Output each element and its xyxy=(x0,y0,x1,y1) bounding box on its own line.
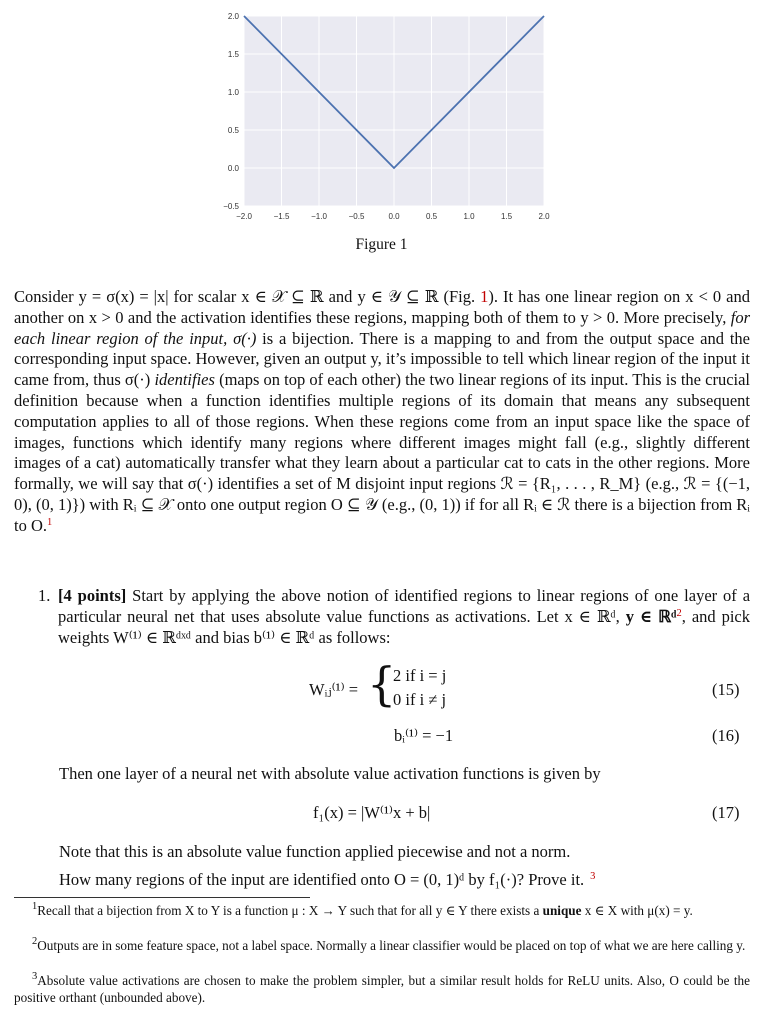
ask-line: How many regions of the input are identified onto O = (0, 1)ᵈ by f₁(·)? Prove it. xyxy=(59,870,585,889)
figure-ref-link[interactable]: 1 xyxy=(480,287,489,306)
question-line: layer of a particular neural net that uses absolute value functions as activations. Let x ∈ ℝᵈ, xyxy=(58,586,751,626)
footnote-line: Absolute value activations are chosen to make the problem simpler, but a similar result holds for ReLU units. xyxy=(37,973,634,988)
x-tick-label: −1.5 xyxy=(273,212,290,221)
y-tick-label: 0.5 xyxy=(227,126,239,135)
para-line: More formally, we will say that σ(·) identifies a set of M disjoint input regions ℛ = {R₁, . . . , R_M} xyxy=(14,453,751,494)
footnote-3-mark: 3 xyxy=(32,971,38,982)
footnote-line: we are here calling y. xyxy=(633,938,746,953)
definition-paragraph xyxy=(14,287,750,537)
y-tick-label: 1.5 xyxy=(227,50,239,59)
para-line: y > 0. More precisely, xyxy=(580,307,731,327)
footnote-ref-2[interactable]: 2 xyxy=(676,607,682,619)
eq15-number: (15) xyxy=(712,680,740,699)
para-line: which identify many regions where different images might fall (e.g., slightly different images of a xyxy=(14,432,750,473)
eq15-brace: { xyxy=(367,657,397,711)
y-tick-label: 0.0 xyxy=(227,164,239,173)
eq17: f₁(x) = |W⁽¹⁾x + b| xyxy=(313,803,431,822)
footnote-line: Also, O could be the positive orthant (unbounded above). xyxy=(14,973,751,1005)
footnote-line: with μ(x) = y. xyxy=(620,903,693,918)
para-line: to and from the output space and the corresponding input space. However, given an output y, it’s xyxy=(14,328,750,369)
x-tick-label: 2.0 xyxy=(538,212,550,221)
footnote-2 xyxy=(14,938,750,955)
y-tick-label: −0.5 xyxy=(223,202,239,211)
eq16: bᵢ⁽¹⁾ = −1 xyxy=(394,726,454,745)
eq17-number: (17) xyxy=(712,803,740,822)
note-text: Note that this is an absolute value function applied piecewise and not a norm. xyxy=(59,842,571,861)
para-line: those regions. When these regions come from an input space like the space of images, functions xyxy=(14,411,751,452)
para-line: (e.g., ℛ = {(−1, 0), (0, 1)}) with Rᵢ ⊆ 𝒳 onto one output region O ⊆ 𝒴 (e.g., (0, 1)) if for all xyxy=(14,474,750,514)
footnote-rule xyxy=(14,897,310,898)
y-tick-label: 1.0 xyxy=(227,88,239,97)
footnote-1-mark: 1 xyxy=(32,901,38,912)
para-line: x < 0 and another on x > 0 and the activation identifies these regions, mapping both of them to xyxy=(14,287,750,327)
para-line: identifies multiple regions of its domain that means any subsequent computation applies to all of xyxy=(14,390,750,431)
x-tick-label: −1.0 xyxy=(311,212,327,221)
question-line: Start by applying the above notion of identified regions to linear regions of one xyxy=(126,586,679,605)
x-tick-label: −0.5 xyxy=(348,212,365,221)
eq15-case1: 2 if i = j xyxy=(393,666,447,685)
para-line: (maps on top of xyxy=(214,370,324,390)
question-line: y ∈ ℝᵈ xyxy=(625,606,677,626)
footnote-bold: unique xyxy=(542,903,582,918)
para-line: cat) automatically transfer what they learn about a particular cat to cats in the other regions. xyxy=(95,453,710,473)
para-emph: for each linear region of the input, σ(·) xyxy=(14,307,751,348)
x-tick-label: −2.0 xyxy=(236,212,252,221)
ask-text xyxy=(59,870,595,890)
footnote-ref-1[interactable]: 1 xyxy=(47,516,53,528)
footnote-line: x ∈ X xyxy=(581,903,618,918)
footnote-ref-3[interactable]: 3 xyxy=(590,871,596,882)
footnote-line: Recall that a bijection from X to Y is a function μ : X → Y such that for all y ∈ Y there exists a xyxy=(37,903,543,918)
para-line: each other) the two linear regions of its input. This is the crucial definition because when a function xyxy=(14,370,751,410)
eq15-case2: 0 if i ≠ j xyxy=(393,690,447,709)
question-points: [4 points] xyxy=(58,586,127,605)
x-tick-label: 0.0 xyxy=(388,212,400,221)
footnote-line: Outputs are in some feature space, not a label space. Normally a linear classifier would be placed on top of what xyxy=(37,938,630,953)
eq16-number: (16) xyxy=(712,726,740,745)
then-text: Then one layer of a neural net with absolute value activation functions is given by xyxy=(59,764,601,783)
para-line: ). It has one linear region on xyxy=(488,287,681,306)
footnote-1 xyxy=(14,903,750,920)
question-number: 1. xyxy=(38,586,51,605)
figure-caption: Figure 1 xyxy=(355,236,408,253)
x-tick-label: 1.5 xyxy=(500,212,513,221)
eq15-lhs: Wᵢⱼ⁽¹⁾ = xyxy=(309,680,359,699)
para-emph: identifies xyxy=(154,370,215,390)
question-line: , and pick weights W⁽¹⁾ ∈ ℝᵈˣᵈ and bias b⁽¹⁾ ∈ ℝᵈ as follows: xyxy=(58,606,751,647)
para-line: impossible to tell which linear region of the input it came from, thus σ(·) xyxy=(14,349,750,390)
footnote-2-mark: 2 xyxy=(32,936,38,947)
question-text xyxy=(58,586,750,648)
x-tick-label: 1.0 xyxy=(463,212,475,221)
x-tick-label: 0.5 xyxy=(425,212,438,221)
para-line: is a bijection. There is a mapping xyxy=(256,328,492,348)
footnote-3 xyxy=(14,973,750,1007)
para-line: Rᵢ ∈ ℛ there is a bijection from Rᵢ to O. xyxy=(14,494,750,535)
abs-value-chart xyxy=(200,0,560,230)
y-tick-label: 2.0 xyxy=(227,12,239,21)
para-line: Consider y = σ(x) = |x| for scalar x ∈ 𝒳 ⊆ ℝ and y ∈ 𝒴 ⊆ ℝ (Fig. xyxy=(14,287,481,306)
